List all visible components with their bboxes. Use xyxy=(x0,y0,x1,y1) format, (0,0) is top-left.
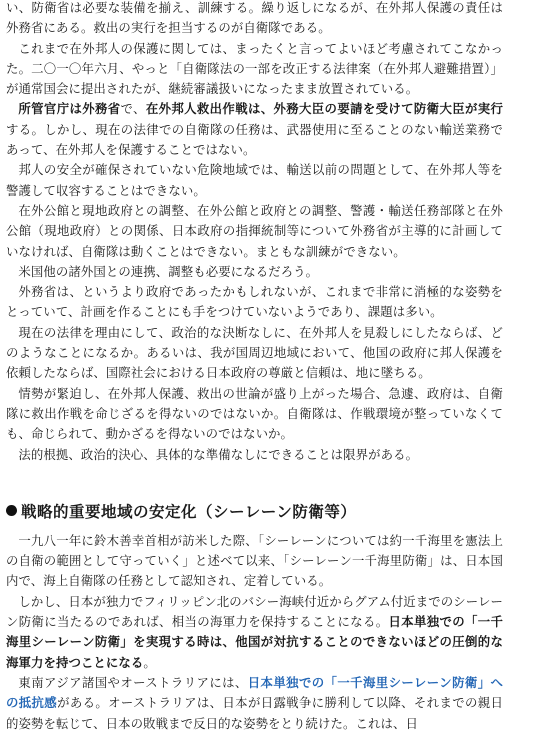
paragraph: 米国他の諸外国との連携、調整も必要になるだろう。 xyxy=(18,263,319,279)
paragraph: い、防衛省は必要な装備を揃え、訓練する。繰り返しになるが、在外邦人保護の責任は外務省にある。救出の実行を担当するのが自衛隊である。 xyxy=(6,0,503,36)
bullet-icon xyxy=(6,505,17,516)
paragraph: 外務省は、というより政府であったかもしれないが、これまで非常に消極的な姿勢をとっていて、計画を作ることにも手をつけていないようであり、課題は多い。 xyxy=(6,284,503,320)
section-heading: 戦略的重要地域の安定化（シーレーン防衛等） xyxy=(6,499,503,525)
paragraph: 所管官庁は外務省で、在外邦人救出作戦は、外務大臣の要請を受けて防衛大臣が実行する。しかし、現在の法律での自衛隊の任務は、武器使用に至ることのない輸送業務であって、在外邦人を保護することではない。 xyxy=(6,101,503,158)
paragraph: 情勢が緊迫し、在外邦人保護、救出の世論が盛り上がった場合、急遽、政府は、自衛隊に救出作戦を命じざるを得ないのではないか。自衛隊は、作戦環境が整っていなくても、命じられて、動かざるを得ないのではないか。 xyxy=(6,385,503,442)
paragraph: 東南アジア諸国やオーストラリアには、日本単独での「一千海里シーレーン防衛」への抵抗感がある。オーストラリアは、日本が日露戦争に勝利して以降、それまでの親日的姿勢を転じて、日本の敗戦まで反日的な姿勢をとり続けた。これは、日 xyxy=(6,674,503,731)
paragraph: 現在の法律を理由にして、政治的な決断なしに、在外邦人を見殺しにしたならば、どのようなことになるか。あるいは、我が国周辺地域において、他国の政府に邦人保護を依頼したならば、国際社会における日本政府の尊厳と信頼は、地に墜ちる。 xyxy=(6,324,503,381)
paragraph: これまで在外邦人の保護に関しては、まったくと言ってよいほど考慮されてこなかった。二〇一〇年六月、やっと「自衛隊法の一部を改正する法律案（在外邦人避難措置）」が通常国会に提出されたが、継続審議扱いになったまま放置されている。 xyxy=(6,40,503,97)
paragraph: 法的根拠、政治的決心、具体的な準備なしにできることは限界がある。 xyxy=(18,446,419,462)
section-gap xyxy=(6,465,503,499)
paragraph: しかし、日本が独力でフィリッピン北のバシー海峡付近からグアム付近までのシーレーン防衛に当たるのであれば、相当の海軍力を保持することになる。日本単独での「一千海里シーレーン防衛」を実現する時は、他国が対抗することのできないほどの圧倒的な海軍力を持つことになる。 xyxy=(6,593,504,670)
paragraph: 在外公館と現地政府との調整、在外公館と政府との調整、警護・輸送任務部隊と在外公館（現地政府）との関係、日本政府の指揮統制等について外務省が主導的に計画していなければ、自衛隊は動くことはできない。まともな訓練ができない。 xyxy=(6,202,503,259)
paragraph: 邦人の安全が確保されていない危険地域では、輸送以前の問題として、在外邦人等を警護して収容することはできない。 xyxy=(6,162,503,198)
paragraph: 一九八一年に鈴木善幸首相が訪米した際、「シーレーンについては約一千海里を憲法上の自衛の範囲として守っていく」と述べて以来、「シーレーン一千海里防衛」は、日本国内で、海上自衛隊の任務として認知され、定着している。 xyxy=(6,532,503,589)
